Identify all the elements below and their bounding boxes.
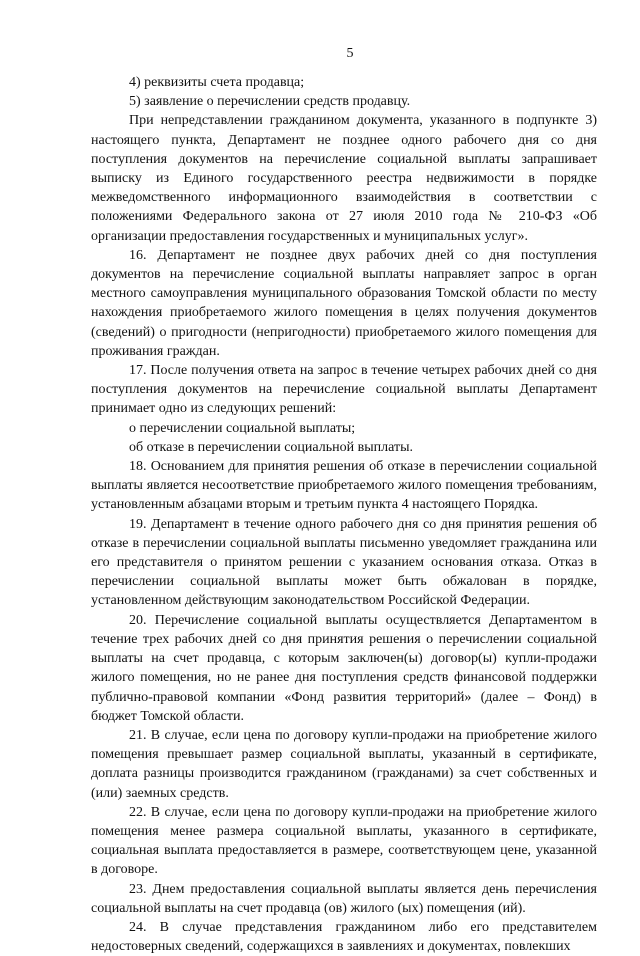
- paragraph-19: 19. Департамент в течение одного рабочего дня со дня принятия решения об отказе в перечислении социальной выплаты письменно уведомляет гражданина или его представителя о принятом решении с указанием основания отказа. Отказ в перечислении социальной выплаты может быть обжалован в порядке, установленном действующим законодательством Российской Федерации.: [91, 516, 597, 609]
- paragraph-22: 22. В случае, если цена по договору купли-продажи на приобретение жилого помещения менее размера социальной выплаты, указанного в сертификате, социальная выплата предоставляется в размере, соответствующем цене, указанной в договоре.: [91, 804, 597, 878]
- page-number: 5: [346, 46, 354, 61]
- paragraph-17-option-2: об отказе в перечислении социальной выплаты.: [129, 439, 413, 455]
- document-body: [91, 73, 597, 956]
- paragraph-17: 17. После получения ответа на запрос в течение четырех рабочих дней со дня поступления документов на перечисление социальной выплаты Департамент принимает одно из следующих решений:: [91, 363, 597, 417]
- paragraph-16: 16. Департамент не позднее двух рабочих дней со дня поступления документов на перечисление социальной выплаты направляет запрос в орган местного самоуправления муниципального образования Томской области по месту нахождения приобретаемого жилого помещения в целях получения документов (сведений) о пригодности (непригодности) приобретаемого жилого помещения для проживания граждан.: [91, 247, 597, 359]
- paragraph-17-option-1: о перечислении социальной выплаты;: [129, 420, 356, 436]
- paragraph-21: 21. В случае, если цена по договору купли-продажи на приобретение жилого помещения превышает размер социальной выплаты, указанный в сертификате, доплата разницы производится гражданином (гражданами) за счет собственных и (или) заемных средств.: [91, 727, 597, 801]
- paragraph-item-4: 4) реквизиты счета продавца;: [129, 75, 305, 90]
- paragraph-20: 20. Перечисление социальной выплаты осуществляется Департаментом в течение трех рабочих дней со дня принятия решения о перечислении социальной выплаты на счет продавца, с которым заключен(ы) договор(ы) купли-продажи жилого помещения, но не ранее дня поступления средств финансовой поддержки публично-правовой компании «Фонд развития территорий» (далее – Фонд) в бюджет Томской области.: [91, 612, 597, 724]
- paragraph-23: 23. Днем предоставления социальной выплаты является день перечисления социальной выплаты на счет продавца (ов) жилого (ых) помещения (ий).: [91, 881, 597, 916]
- paragraph-nonsubmission: При непредставлении гражданином документа, указанного в подпункте 3) настоящего пункта, Департамент не позднее одного рабочего дня со дня поступления документов на перечисление социальной выплаты запрашивает выписку из Единого государственного реестра недвижимости в порядке межведомственного информационного взаимодействия в соответствии с положениями Федерального закона от 27 июля 2010 года № 210-ФЗ «Об организации предоставления государственных и муниципальных услуг».: [91, 113, 597, 244]
- paragraph-18: 18. Основанием для принятия решения об отказе в перечислении социальной выплаты является несоответствие приобретаемого жилого помещения требованиям, установленным абзацами вторым и третьим пункта 4 настоящего Порядка.: [91, 459, 597, 513]
- paragraph-24: 24. В случае представления гражданином либо его представителем недостоверных сведений, содержащихся в заявлениях и документах, повлекших: [91, 919, 597, 955]
- paragraph-item-5: 5) заявление о перечислении средств продавцу.: [129, 94, 411, 110]
